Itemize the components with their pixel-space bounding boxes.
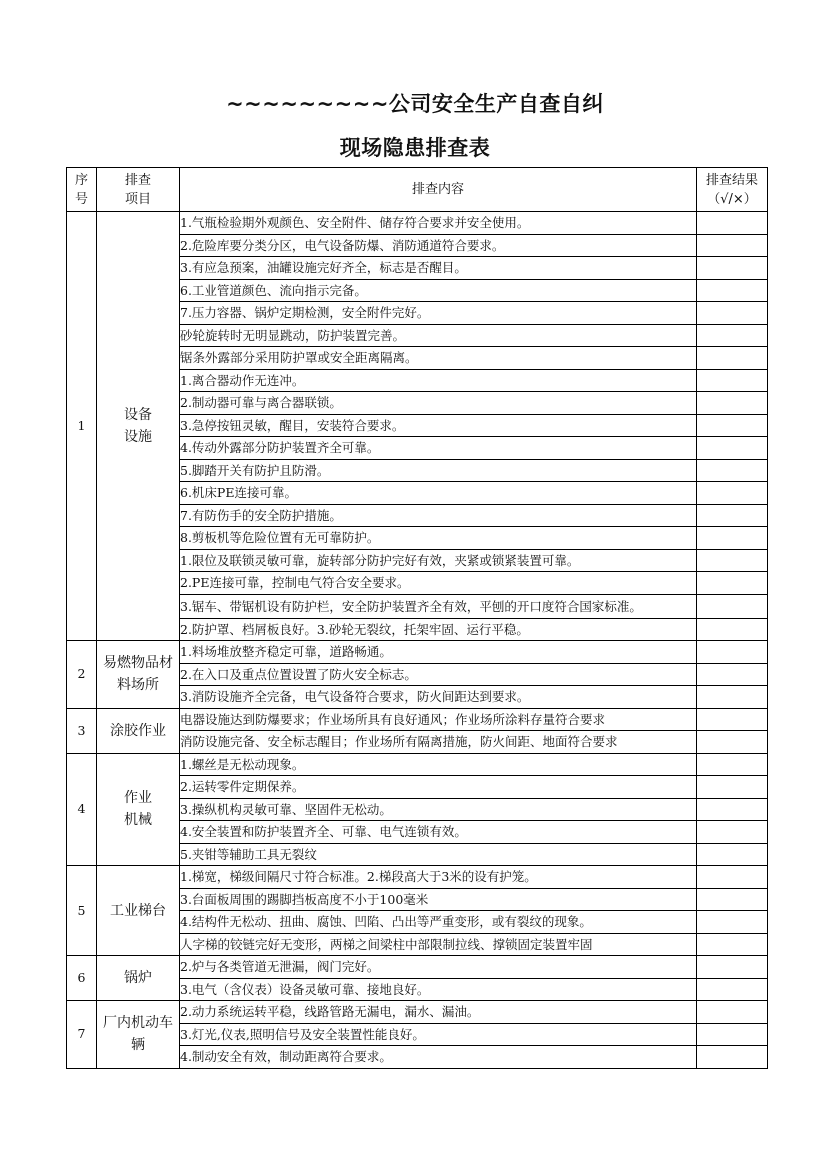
group-category: 设备 设施 (97, 212, 180, 641)
inspection-item: 1.气瓶检验期外观颜色、安全附件、储存符合要求并安全使用。 (180, 212, 697, 235)
result-cell[interactable] (697, 594, 768, 618)
group-number: 3 (67, 708, 97, 753)
inspection-item: 2.制动器可靠与离合器联锁。 (180, 392, 697, 415)
result-cell[interactable] (697, 302, 768, 325)
result-cell[interactable] (697, 482, 768, 505)
document-title-line1: ~~~~~~~~~公司安全生产自查自纠 (226, 92, 604, 116)
inspection-item: 2.防护罩、档屑板良好。3.砂轮无裂纹，托架牢固、运行平稳。 (180, 618, 697, 641)
inspection-item: 8.剪板机等危险位置有无可靠防护。 (180, 527, 697, 550)
inspection-item: 3.消防设施齐全完备，电气设备符合要求，防火间距达到要求。 (180, 686, 697, 709)
result-cell[interactable] (697, 776, 768, 799)
table-row (67, 866, 768, 889)
inspection-item: 电器设施达到防爆要求；作业场所具有良好通风；作业场所涂料存量符合要求 (180, 708, 697, 731)
result-cell[interactable] (697, 978, 768, 1001)
result-cell[interactable] (697, 1001, 768, 1024)
inspection-item: 人字梯的铰链完好无变形，两梯之间梁柱中部限制拉线、撑锁固定装置牢固 (180, 933, 697, 956)
inspection-item: 1.离合器动作无连冲。 (180, 369, 697, 392)
inspection-item: 4.传动外露部分防护装置齐全可靠。 (180, 437, 697, 460)
inspection-item: 消防设施完备、安全标志醒目；作业场所有隔离措施，防火间距、地面符合要求 (180, 731, 697, 754)
result-cell[interactable] (697, 798, 768, 821)
group-number: 2 (67, 641, 97, 709)
result-cell[interactable] (697, 663, 768, 686)
result-cell[interactable] (697, 911, 768, 934)
group-category: 厂内机动车 辆 (97, 1001, 180, 1069)
document-title-line2: 现场隐患排查表 (339, 136, 491, 160)
inspection-item: 5.夹钳等辅助工具无裂纹 (180, 843, 697, 866)
result-cell[interactable] (697, 459, 768, 482)
header-result: 排查结果 （√/×） (697, 168, 768, 212)
inspection-item: 3.锯车、带锯机设有防护栏，安全防护装置齐全有效，平刨的开口度符合国家标准。 (180, 594, 697, 618)
result-cell[interactable] (697, 956, 768, 979)
inspection-item: 2.危险库要分类分区，电气设备防爆、消防通道符合要求。 (180, 234, 697, 257)
inspection-item: 3.台面板周围的踢脚挡板高度不小于100毫米 (180, 888, 697, 911)
table-body (67, 212, 768, 1069)
result-cell[interactable] (697, 888, 768, 911)
header-no: 序 号 (67, 168, 97, 212)
inspection-item: 4.制动安全有效，制动距离符合要求。 (180, 1046, 697, 1069)
inspection-item: 7.压力容器、锅炉定期检测，安全附件完好。 (180, 302, 697, 325)
result-cell[interactable] (697, 212, 768, 235)
group-category: 作业 机械 (97, 753, 180, 866)
result-cell[interactable] (697, 257, 768, 280)
group-number: 4 (67, 753, 97, 866)
header-content: 排查内容 (180, 168, 697, 212)
inspection-item: 3.有应急预案，油罐设施完好齐全，标志是否醒目。 (180, 257, 697, 280)
group-category: 工业梯台 (97, 866, 180, 956)
inspection-item: 1.料场堆放整齐稳定可靠，道路畅通。 (180, 641, 697, 664)
result-cell[interactable] (697, 821, 768, 844)
inspection-item: 3.急停按钮灵敏，醒目，安装符合要求。 (180, 414, 697, 437)
group-number: 5 (67, 866, 97, 956)
result-cell[interactable] (697, 572, 768, 595)
inspection-item: 1.螺丝是无松动现象。 (180, 753, 697, 776)
result-cell[interactable] (697, 347, 768, 370)
inspection-item: 6.机床PE连接可靠。 (180, 482, 697, 505)
inspection-item: 2.PE连接可靠，控制电气符合安全要求。 (180, 572, 697, 595)
inspection-item: 3.操纵机构灵敏可靠、坚固件无松动。 (180, 798, 697, 821)
group-number: 6 (67, 956, 97, 1001)
result-cell[interactable] (697, 708, 768, 731)
inspection-item: 6.工业管道颜色、流向指示完备。 (180, 279, 697, 302)
inspection-table (66, 167, 768, 1069)
group-category: 涂胶作业 (97, 708, 180, 753)
result-cell[interactable] (697, 1023, 768, 1046)
result-cell[interactable] (697, 234, 768, 257)
table-row (67, 641, 768, 664)
table-row (67, 956, 768, 979)
inspection-item: 砂轮旋转时无明显跳动，防护装置完善。 (180, 324, 697, 347)
table-header-row (67, 168, 768, 212)
result-cell[interactable] (697, 414, 768, 437)
inspection-item: 1.梯宽，梯级间隔尺寸符合标准。2.梯段高大于3米的设有护笼。 (180, 866, 697, 889)
inspection-item: 锯条外露部分采用防护罩或安全距离隔离。 (180, 347, 697, 370)
inspection-item: 2.炉与各类管道无泄漏，阀门完好。 (180, 956, 697, 979)
group-number: 1 (67, 212, 97, 641)
result-cell[interactable] (697, 843, 768, 866)
result-cell[interactable] (697, 618, 768, 641)
inspection-item: 1.限位及联锁灵敏可靠，旋转部分防护完好有效，夹紧或锁紧装置可靠。 (180, 549, 697, 572)
result-cell[interactable] (697, 753, 768, 776)
result-cell[interactable] (697, 866, 768, 889)
result-cell[interactable] (697, 527, 768, 550)
result-cell[interactable] (697, 933, 768, 956)
result-cell[interactable] (697, 279, 768, 302)
inspection-item: 4.安全装置和防护装置齐全、可靠、电气连锁有效。 (180, 821, 697, 844)
inspection-item: 2.运转零件定期保养。 (180, 776, 697, 799)
result-cell[interactable] (697, 437, 768, 460)
table-row (67, 753, 768, 776)
result-cell[interactable] (697, 686, 768, 709)
inspection-item: 3.灯光,仪表,照明信号及安全装置性能良好。 (180, 1023, 697, 1046)
result-cell[interactable] (697, 392, 768, 415)
result-cell[interactable] (697, 641, 768, 664)
inspection-item: 3.电气（含仪表）设备灵敏可靠、接地良好。 (180, 978, 697, 1001)
result-cell[interactable] (697, 324, 768, 347)
inspection-item: 2.动力系统运转平稳，线路管路无漏电，漏水、漏油。 (180, 1001, 697, 1024)
inspection-item: 5.脚踏开关有防护且防滑。 (180, 459, 697, 482)
inspection-item: 7.有防伤手的安全防护措施。 (180, 504, 697, 527)
inspection-item: 2.在入口及重点位置设置了防火安全标志。 (180, 663, 697, 686)
table-row (67, 708, 768, 731)
header-category: 排查 项目 (97, 168, 180, 212)
result-cell[interactable] (697, 504, 768, 527)
result-cell[interactable] (697, 1046, 768, 1069)
result-cell[interactable] (697, 549, 768, 572)
group-category: 锅炉 (97, 956, 180, 1001)
table-row (67, 1001, 768, 1024)
group-number: 7 (67, 1001, 97, 1069)
result-cell[interactable] (697, 731, 768, 754)
result-cell[interactable] (697, 369, 768, 392)
group-category: 易燃物品材 料场所 (97, 641, 180, 709)
table-row (67, 212, 768, 235)
inspection-item: 4.结构件无松动、扭曲、腐蚀、凹陷、凸出等严重变形，或有裂纹的现象。 (180, 911, 697, 934)
